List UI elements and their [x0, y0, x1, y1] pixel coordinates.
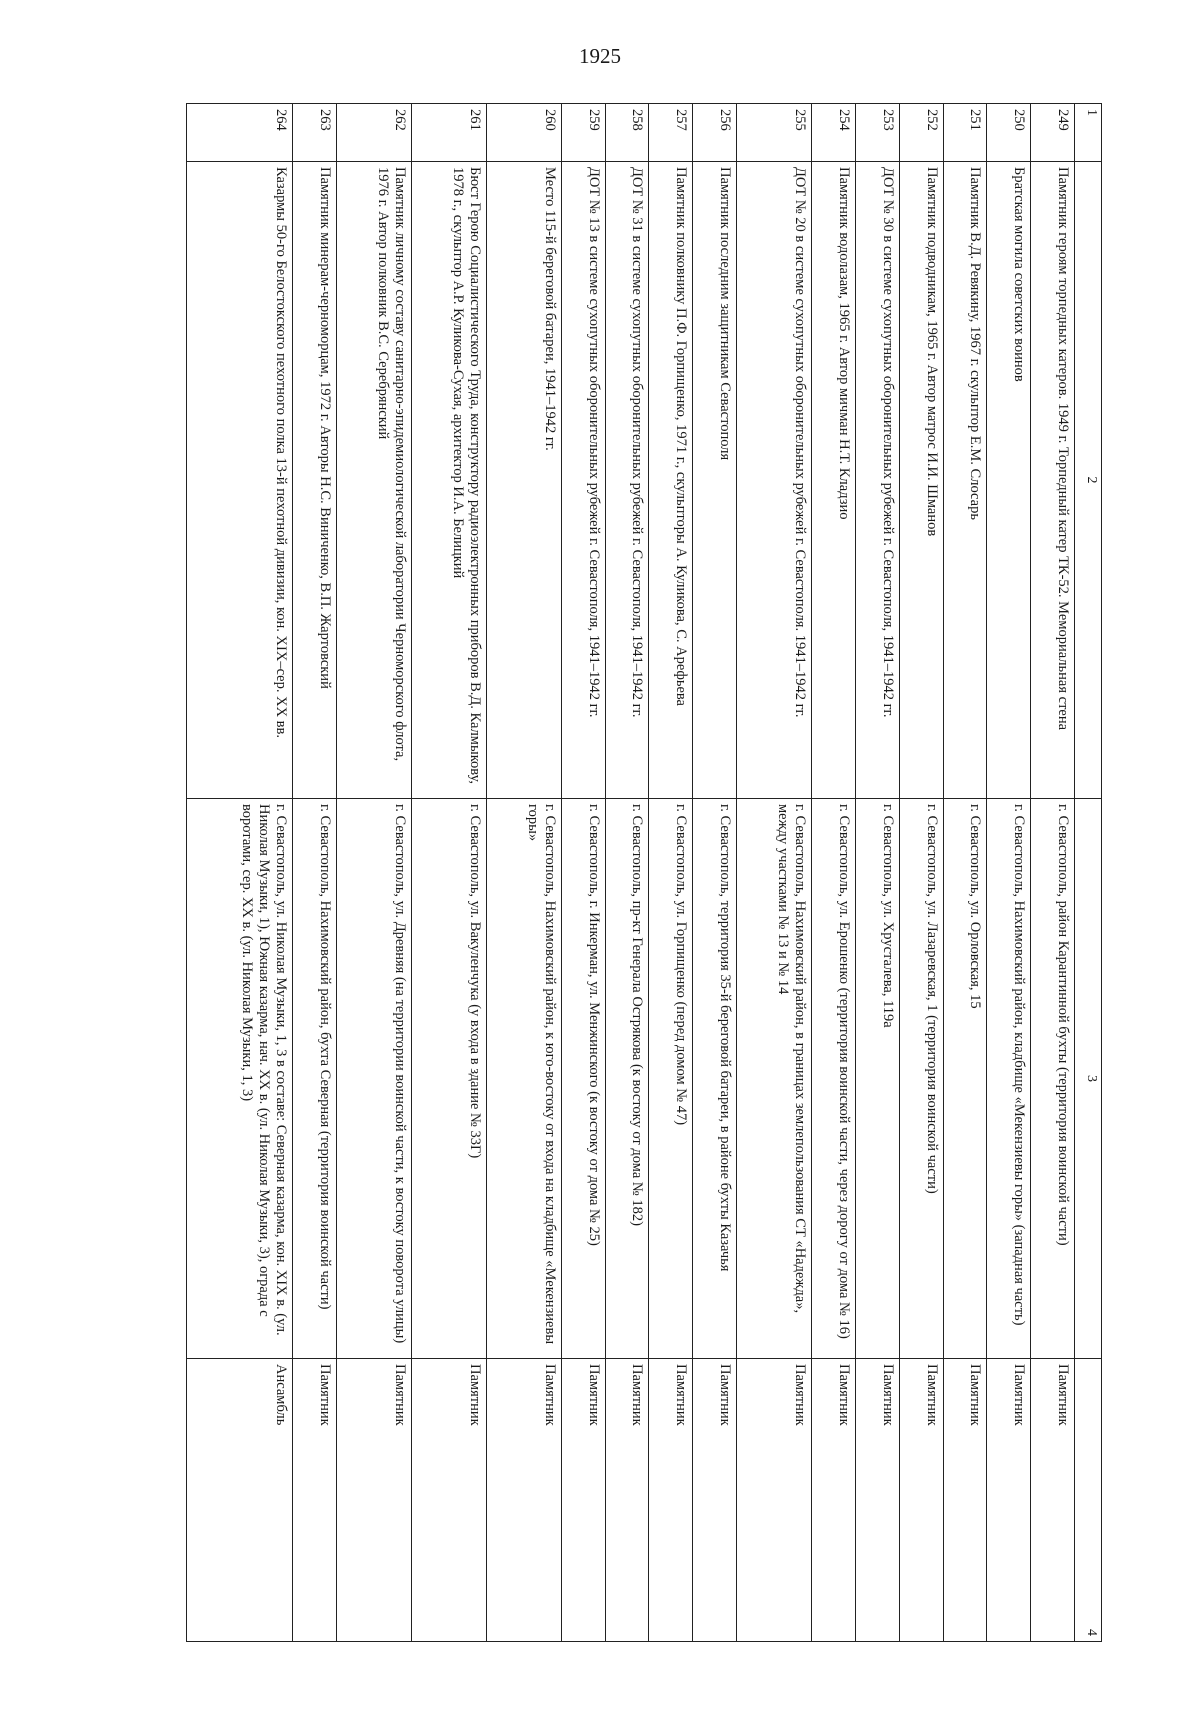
row-kind: Памятник	[561, 1359, 605, 1642]
row-number: 253	[855, 104, 899, 162]
monuments-table	[186, 103, 1102, 1642]
row-name: Бюст Герою Социалистического Труда, конструктору радиоэлектронных приборов В.Д. Калмыкову, 1978 г., скульптор А.Р. Куликова-Сухая, архитектор И.А. Белицкий	[411, 162, 486, 799]
row-kind: Памятник	[899, 1359, 943, 1642]
row-address: г. Севастополь, пр-кт Генерала Острякова (к востоку от дома № 182)	[605, 799, 649, 1359]
row-name: Место 115-й береговой батареи, 1941–1942 гг.	[486, 162, 561, 799]
table-row	[187, 104, 293, 1642]
row-name: ДОТ № 13 в системе сухопутных оборонительных рубежей г. Севастополя, 1941–1942 гг.	[561, 162, 605, 799]
row-number: 249	[1031, 104, 1075, 162]
row-kind: Памятник	[336, 1359, 411, 1642]
row-number: 259	[561, 104, 605, 162]
row-number: 254	[812, 104, 856, 162]
table-row	[411, 104, 486, 1642]
row-name: Памятник подводникам, 1965 г. Автор матрос И.И. Шманов	[899, 162, 943, 799]
table-row	[1031, 104, 1075, 1642]
row-number: 262	[336, 104, 411, 162]
row-number: 251	[943, 104, 987, 162]
row-name: Братская могила советских воинов	[987, 162, 1031, 799]
table-row	[293, 104, 337, 1642]
table-row	[649, 104, 693, 1642]
row-name: Казармы 50-го Белостокского пехотного полка 13-й пехотной дивизии, кон. XIX–сер. XX вв.	[187, 162, 293, 799]
row-kind: Памятник	[1031, 1359, 1075, 1642]
row-kind: Памятник	[693, 1359, 737, 1642]
header-col-3: 3	[1075, 799, 1102, 1359]
page-number: 1925	[579, 44, 621, 68]
row-number: 263	[293, 104, 337, 162]
row-address: г. Севастополь, Нахимовский район, бухта Северная (территория воинской части)	[293, 799, 337, 1359]
row-address: г. Севастополь, Нахимовский район, в границах землепользования СТ «Надежда», между участками № 13 и № 14	[737, 799, 812, 1359]
row-number: 256	[693, 104, 737, 162]
row-address: г. Севастополь, Нахимовский район, кладбище «Мекензиевы горы» (западная часть)	[987, 799, 1031, 1359]
row-name: Памятник водолазам, 1965 г. Автор мичман Н.Т. Кладзио	[812, 162, 856, 799]
row-name: Памятник В.Д. Ревякину, 1967 г. скульптор Е.М. Слосарь	[943, 162, 987, 799]
row-address: г. Севастополь, ул. Лазаревская, 1 (территория воинской части)	[899, 799, 943, 1359]
row-name: Памятник минерам-черноморцам, 1972 г. Авторы Н.С. Виниченко, В.П. Жартовский	[293, 162, 337, 799]
row-address: г. Севастополь, ул. Горпищенко (перед домом № 47)	[649, 799, 693, 1359]
row-number: 261	[411, 104, 486, 162]
table-row	[336, 104, 411, 1642]
table-row	[605, 104, 649, 1642]
row-name: Памятник личному составу санитарно-эпидемиологической лаборатории Черноморского флота, 1976 г. Автор полковник В.С. Серебрянский	[336, 162, 411, 799]
row-kind: Памятник	[943, 1359, 987, 1642]
table-row	[987, 104, 1031, 1642]
rotated-table-container	[186, 103, 1102, 1641]
row-number: 264	[187, 104, 293, 162]
row-kind: Памятник	[411, 1359, 486, 1642]
table-row	[693, 104, 737, 1642]
row-kind: Памятник	[649, 1359, 693, 1642]
row-address: г. Севастополь, г. Инкерман, ул. Менжинского (к востоку от дома № 25)	[561, 799, 605, 1359]
table-row	[899, 104, 943, 1642]
row-number: 255	[737, 104, 812, 162]
table-row	[561, 104, 605, 1642]
row-number: 252	[899, 104, 943, 162]
row-address: г. Севастополь, ул. Николая Музыки, 1, 3 в составе: Северная казарма, кон. XIX в. (ул. Николая Музыки, 1), Южная казарма, нач. XX в. (ул. Николая Музыки, 3), ограда с воротами, сер. XX в. (ул. Николая Музыки, 1, 3)	[187, 799, 293, 1359]
row-address: г. Севастополь, территория 35-й береговой батареи, в районе бухты Казачья	[693, 799, 737, 1359]
header-col-4: 4	[1075, 1359, 1102, 1642]
row-address: г. Севастополь, Нахимовский район, к юго-востоку от входа на кладбище «Мекензиевы горы»	[486, 799, 561, 1359]
row-kind: Памятник	[605, 1359, 649, 1642]
row-name: ДОТ № 30 в системе сухопутных оборонительных рубежей г. Севастополя, 1941–1942 гг.	[855, 162, 899, 799]
row-address: г. Севастополь, ул. Хрусталева, 119а	[855, 799, 899, 1359]
header-row	[1075, 104, 1102, 1642]
row-number: 257	[649, 104, 693, 162]
row-kind: Ансамбль	[187, 1359, 293, 1642]
row-kind: Памятник	[812, 1359, 856, 1642]
header-col-2: 2	[1075, 162, 1102, 799]
row-number: 260	[486, 104, 561, 162]
row-name: Памятник героям торпедных катеров. 1949 г. Торпедный катер ТК-52. Мемориальная стена	[1031, 162, 1075, 799]
row-name: Памятник полковнику П.Ф. Горпищенко, 1971 г., скульпторы А. Куликова, С. Арефьева	[649, 162, 693, 799]
row-kind: Памятник	[855, 1359, 899, 1642]
table-row	[812, 104, 856, 1642]
row-kind: Памятник	[737, 1359, 812, 1642]
table-row	[737, 104, 812, 1642]
row-name: Памятник последним защитникам Севастополя	[693, 162, 737, 799]
row-address: г. Севастополь, район Карантинной бухты (территория воинской части)	[1031, 799, 1075, 1359]
row-address: г. Севастополь, ул. Ерошенко (территория воинской части, через дорогу от дома № 16)	[812, 799, 856, 1359]
table-row	[486, 104, 561, 1642]
row-kind: Памятник	[293, 1359, 337, 1642]
row-kind: Памятник	[486, 1359, 561, 1642]
header-col-1: 1	[1075, 104, 1102, 162]
row-address: г. Севастополь, ул. Вакуленчука (у входа в здание № 33Г)	[411, 799, 486, 1359]
row-number: 250	[987, 104, 1031, 162]
row-name: ДОТ № 20 в системе сухопутных оборонительных рубежей г. Севастополя. 1941–1942 гг.	[737, 162, 812, 799]
table-row	[943, 104, 987, 1642]
row-address: г. Севастополь, ул. Орловская, 15	[943, 799, 987, 1359]
row-number: 258	[605, 104, 649, 162]
row-name: ДОТ № 31 в системе сухопутных оборонительных рубежей г. Севастополя, 1941–1942 гг.	[605, 162, 649, 799]
row-kind: Памятник	[987, 1359, 1031, 1642]
row-address: г. Севастополь, ул. Древняя (на территории воинской части, к востоку поворота улицы)	[336, 799, 411, 1359]
table-row	[855, 104, 899, 1642]
